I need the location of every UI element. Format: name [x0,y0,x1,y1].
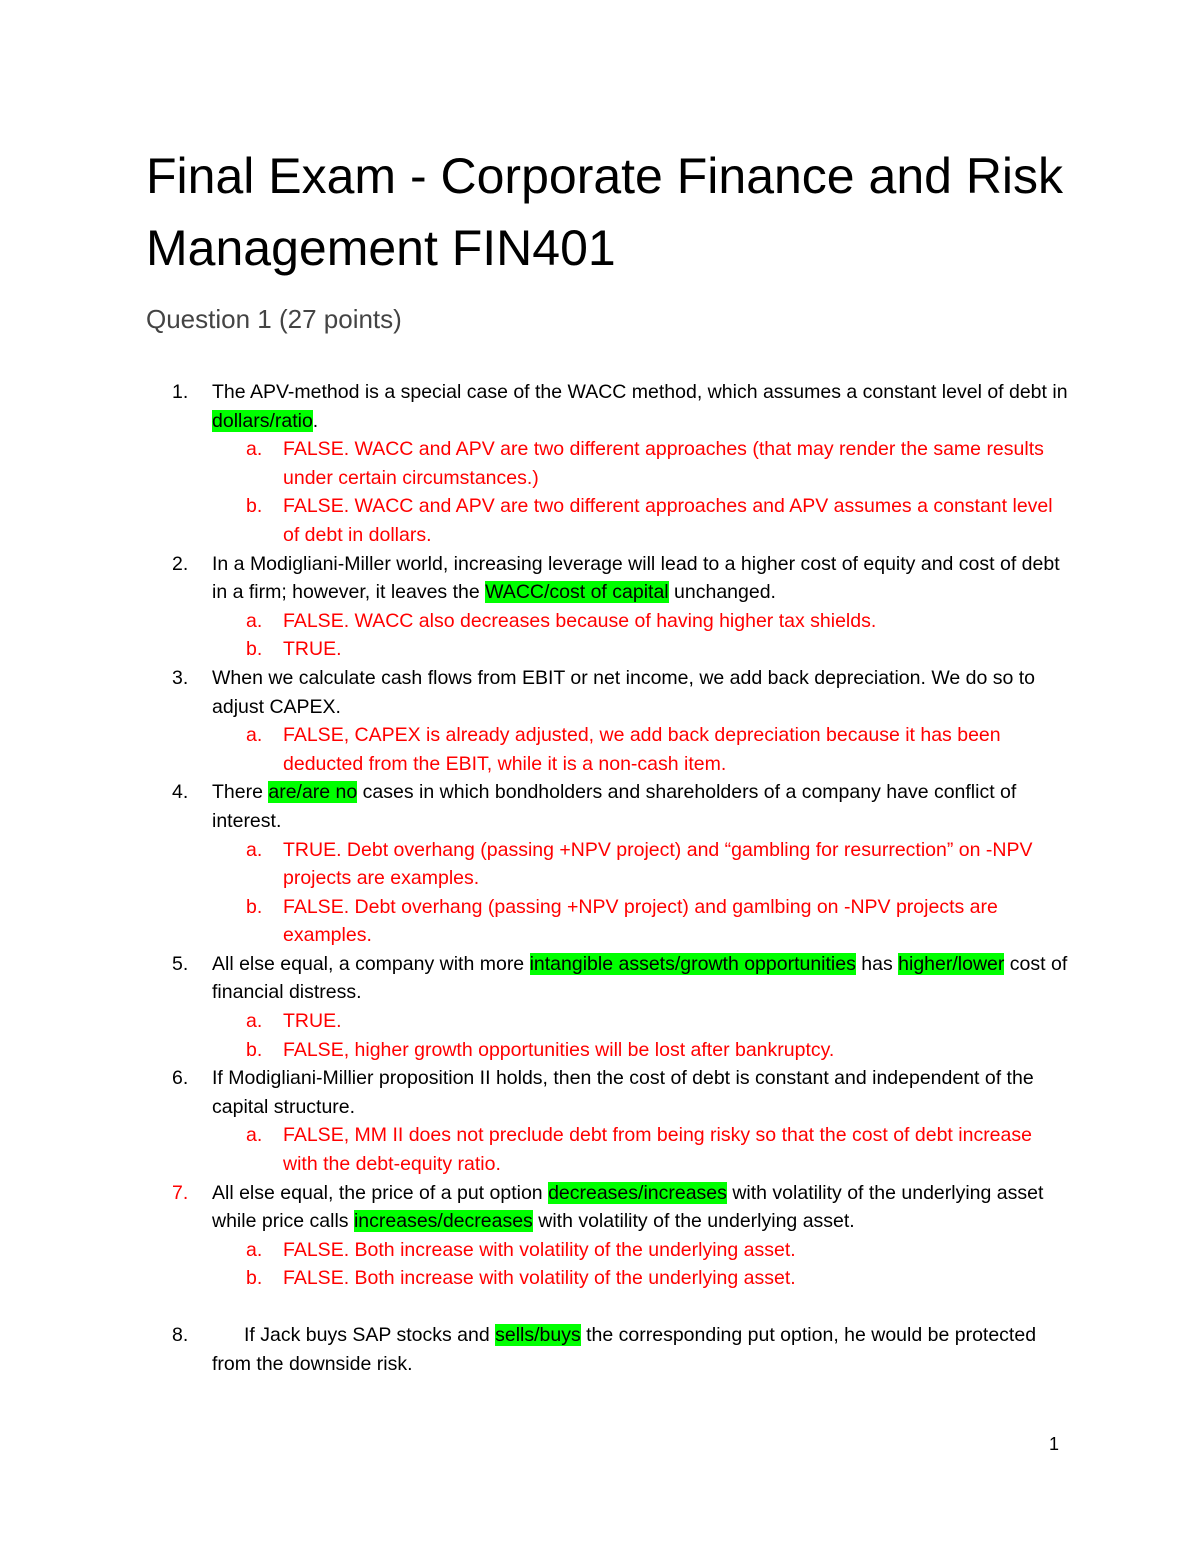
answer-item [0,893,1200,950]
page-number: 1 [1049,1434,1060,1454]
question-text-part: All else equal, the price of a put option [212,1181,549,1204]
answer-text: FALSE. Debt overhang (passing +NPV project) and gamlbing on -NPV projects are examples. [283,895,998,947]
answer-text: FALSE. Both increase with volatility of the underlying asset. [283,1238,796,1261]
highlighted-option: dollars/ratio [212,409,313,432]
question-text-part: unchanged. [668,581,776,604]
question-text-part: There [212,781,269,804]
answer-item [0,492,1200,549]
answer-item [0,435,1200,492]
answer-text: FALSE, CAPEX is already adjusted, we add back depreciation because it has been deducted from the EBIT, while it is a non-cash item. [283,724,1001,775]
question-text-part: All else equal, a company with more [212,952,530,975]
question-text-part: the corresponding put option, he would be protected from the downside risk. [212,1324,1037,1375]
question-number: 1. [172,381,189,403]
question-text-part: with volatility of the underlying asset. [532,1210,855,1233]
question-item [0,1179,1200,1236]
question-text [212,378,1070,435]
question-list [0,378,1200,1378]
question-item [0,1321,1200,1378]
question-number: 6. [172,1067,189,1090]
question-text-part: cases in which bondholders and shareholders of a company have conflict of interest. [212,781,1017,832]
answer-text: TRUE. [283,638,342,661]
highlighted-option: are/are no [268,781,358,804]
answer-letter: a. [246,724,263,747]
question-text-part: The APV-method is a special case of the WACC method, which assumes a constant level of debt in [212,381,1068,403]
answer-item [0,607,1200,636]
question-number: 3. [172,666,189,689]
highlighted-option: intangible assets/growth opportunities [529,952,856,975]
question-item [0,778,1200,835]
question-item [0,378,1200,435]
answer-letter: b. [246,1267,263,1290]
question-text [212,1064,1070,1121]
answer-letter: a. [246,1238,263,1261]
answer-letter: a. [246,1124,263,1147]
answer-item [0,1236,1200,1265]
question-text-part: In a Modigliani-Miller world, increasing leverage will lead to a higher cost of equity and cost of debt in a firm; however, it leaves the [212,552,1060,604]
question-text [212,1321,1070,1378]
question-text-part: If Modigliani-Millier proposition II holds, then the cost of debt is constant and independent of the capital structure. [212,1067,1034,1118]
answer-text: FALSE. WACC and APV are two different approaches (that may render the same results under certain circumstances.) [283,438,1044,489]
answer-item [0,721,1200,778]
answer-text: FALSE, higher growth opportunities will be lost after bankruptcy. [283,1038,835,1061]
highlighted-option: increases/decreases [353,1210,533,1233]
answer-item [0,1007,1200,1036]
answer-letter: a. [246,838,263,861]
page-title: Final Exam - Corporate Finance and Risk Management FIN401 [146,148,1064,276]
question-number: 2. [172,552,189,575]
answer-letter: a. [246,438,263,461]
answer-item [0,1036,1200,1065]
question-item [0,950,1200,1007]
question-item [0,550,1200,607]
answer-letter: a. [246,609,263,632]
question-number: 8. [172,1324,189,1346]
question-text-part: cost of financial distress. [212,952,1068,1004]
answer-text: TRUE. Debt overhang (passing +NPV project) and “gambling for resurrection” on -NPV projects are examples. [283,838,1033,890]
answer-letter: b. [246,495,263,518]
question-item [0,1064,1200,1121]
question-text-part: When we calculate cash flows from EBIT or net income, we add back depreciation. We do so to adjust CAPEX. [212,666,1036,718]
highlighted-option: higher/lower [898,952,1005,975]
highlighted-option: sells/buys [495,1324,581,1346]
question-number: 7. [172,1181,189,1204]
question-number: 4. [172,781,189,804]
answer-item [0,836,1200,893]
answer-text: FALSE. WACC also decreases because of having higher tax shields. [283,609,877,632]
question-heading: Question 1 (27 points) [146,304,402,334]
answer-letter: b. [246,1038,263,1061]
answer-text: FALSE, MM II does not preclude debt from being risky so that the cost of debt increase with the debt-equity ratio. [283,1124,1032,1176]
answer-letter: b. [246,638,263,661]
answer-item [0,1121,1200,1178]
question-text-part: has [855,952,899,975]
highlighted-option: decreases/increases [548,1181,727,1204]
answer-text: TRUE. [283,1010,342,1033]
question-text [212,950,1070,1007]
answer-text: FALSE. Both increase with volatility of the underlying asset. [283,1267,796,1290]
question-text [212,778,1070,835]
question-text [212,664,1070,721]
answer-text: FALSE. WACC and APV are two different approaches and APV assumes a constant level of debt in dollars. [283,495,1053,546]
answer-item [0,1264,1200,1293]
question-item [0,664,1200,721]
highlighted-option: WACC/cost of capital [485,581,669,604]
answer-letter: a. [246,1010,263,1033]
question-number: 5. [172,952,189,975]
question-text [212,550,1070,607]
question-text-part: . [312,409,319,432]
question-text-part: If Jack buys SAP stocks and [244,1324,496,1346]
answer-letter: b. [246,895,263,918]
answer-item [0,635,1200,664]
question-text [212,1179,1070,1236]
question-text-part: with volatility of the underlying asset while price calls [212,1181,1044,1233]
